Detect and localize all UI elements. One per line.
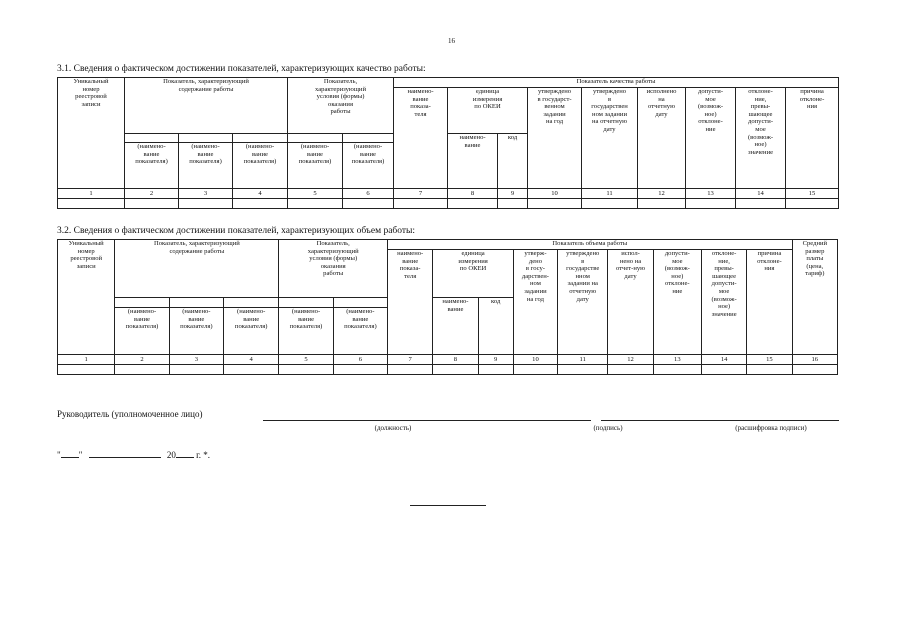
column-number: 10 — [513, 355, 557, 365]
position-line[interactable] — [263, 420, 591, 421]
unit-code-header: код — [498, 134, 528, 189]
indicator-name-cell: (наимено- вание показателя) — [224, 308, 279, 355]
manager-label: Руководитель (уполномоченное лицо) — [57, 409, 203, 419]
col-unique-number-header: Уникальный номер реестровой записи — [58, 240, 115, 355]
column-number: 1 — [58, 355, 115, 365]
quote-close: " — [78, 450, 83, 460]
indicator-name-cell: (наимено- вание показателя) — [343, 143, 394, 189]
quality-table — [57, 77, 839, 209]
column-number: 14 — [736, 189, 786, 199]
column-number: 9 — [478, 355, 513, 365]
signature-block — [57, 409, 847, 439]
column-number: 8 — [448, 189, 498, 199]
column-numbers-row — [58, 189, 839, 199]
indicator-name-cell: (наимено- вание показателя) — [125, 143, 179, 189]
section-2-title: 3.2. Сведения о фактическом достижении показателей, характеризующих объем работы: — [57, 226, 416, 236]
month-blank[interactable] — [89, 448, 161, 458]
done-header: исполнено на отчетную дату — [638, 88, 686, 189]
volume-table — [57, 239, 838, 375]
column-number: 12 — [608, 355, 653, 365]
signature-caption: (подпись) — [593, 424, 623, 432]
unit-code-header: код — [478, 298, 513, 355]
approved-date-header: утверждено в государствен ном задании на отчетную дату — [582, 88, 638, 189]
column-number: 16 — [792, 355, 837, 365]
column-number: 8 — [433, 355, 478, 365]
unit-header: единица измерения по ОКЕИ — [433, 250, 514, 298]
indicator-name-cell: (наимено- вание показателя) — [333, 308, 387, 355]
allowed-deviation-header: допусти- мое (возмож- ное) отклоне- ние — [653, 250, 701, 355]
column-number: 7 — [388, 355, 433, 365]
volume-group-header: Показатель объема работы — [388, 240, 793, 250]
day-blank[interactable] — [61, 448, 79, 458]
unit-header: единица измерения по ОКЕИ — [448, 88, 528, 134]
table-row — [58, 365, 838, 375]
indicator-name-header: наимено- вание показа- теля — [394, 88, 448, 189]
position-caption: (должность) — [374, 424, 412, 432]
column-number: 10 — [528, 189, 582, 199]
column-number: 13 — [653, 355, 701, 365]
column-number: 13 — [686, 189, 736, 199]
column-number: 7 — [394, 189, 448, 199]
column-number: 6 — [343, 189, 394, 199]
year-prefix: 20 — [166, 450, 176, 460]
unit-name-header: наимено- вание — [433, 298, 478, 355]
decoding-line[interactable] — [703, 420, 839, 421]
allowed-deviation-header: допусти- мое (возмож- ное) отклоне- ние — [686, 88, 736, 189]
reason-header: причина отклоне- ния — [786, 88, 839, 189]
conditions-group-header: Показатель, характеризующий условия (формы) оказания работы — [288, 78, 394, 134]
column-number: 5 — [279, 355, 333, 365]
column-number: 2 — [125, 189, 179, 199]
column-number: 9 — [498, 189, 528, 199]
indicator-name-cell: (наимено- вание показателя) — [179, 143, 233, 189]
column-number: 1 — [58, 189, 125, 199]
reason-header: причина отклоне- ния — [747, 250, 792, 355]
approved-year-header: утверж- дено в госу- дарствен- ном задании на год — [513, 250, 557, 355]
section-1-title: 3.1. Сведения о фактическом достижении показателей, характеризующих качество работы: — [57, 64, 426, 74]
average-price-header: Средний размер платы (цена, тариф) — [792, 240, 837, 355]
done-header: испол- нено на отчет-ную дату — [608, 250, 653, 355]
year-blank[interactable] — [176, 448, 194, 458]
approved-year-header: утверждено в государст- венном задании на год — [528, 88, 582, 189]
indicator-name-cell: (наимено- вание показателя) — [288, 143, 343, 189]
exceeding-deviation-header: отклоне- ние, превы- шающее допусти- мое (возмож- ное) значение — [736, 88, 786, 189]
column-number: 11 — [558, 355, 608, 365]
column-number: 4 — [233, 189, 288, 199]
conditions-group-header: Показатель, характеризующий условия (формы) оказания работы — [279, 240, 388, 298]
column-number: 15 — [747, 355, 792, 365]
indicator-name-cell: (наимено- вание показателя) — [169, 308, 223, 355]
indicator-name-cell: (наимено- вание показателя) — [233, 143, 288, 189]
year-suffix: г. *. — [196, 450, 211, 460]
column-numbers-row — [58, 355, 838, 365]
column-number: 6 — [333, 355, 387, 365]
page-number: 16 — [448, 37, 455, 45]
unit-name-header: наимено- вание — [448, 134, 498, 189]
indicator-name-header: наимено- вание показа- теля — [388, 250, 433, 355]
footer-separator — [410, 505, 486, 506]
quality-group-header: Показатель качества работы — [394, 78, 839, 88]
column-number: 4 — [224, 355, 279, 365]
indicator-name-cell: (наимено- вание показателя) — [279, 308, 333, 355]
content-group-header: Показатель, характеризующий содержание работы — [125, 78, 288, 134]
date-line — [57, 448, 210, 460]
indicator-name-cell: (наимено- вание показателя) — [115, 308, 169, 355]
column-number: 14 — [701, 355, 746, 365]
column-number: 5 — [288, 189, 343, 199]
content-group-header: Показатель, характеризующий содержание работы — [115, 240, 279, 298]
table-row — [58, 199, 839, 209]
col-unique-number-header: Уникальный номер реестровой записи — [58, 78, 125, 189]
exceeding-deviation-header: отклоне- ние, превы- шающее допусти- мое (возмож- ное) значение — [701, 250, 746, 355]
column-number: 15 — [786, 189, 839, 199]
column-number: 2 — [115, 355, 169, 365]
decoding-caption: (расшифровка подписи) — [735, 424, 807, 432]
column-number: 11 — [582, 189, 638, 199]
column-number: 12 — [638, 189, 686, 199]
column-number: 3 — [179, 189, 233, 199]
quote-open: " — [57, 450, 61, 460]
column-number: 3 — [169, 355, 223, 365]
approved-date-header: утверждено в государстве нном задании на отчетную дату — [558, 250, 608, 355]
